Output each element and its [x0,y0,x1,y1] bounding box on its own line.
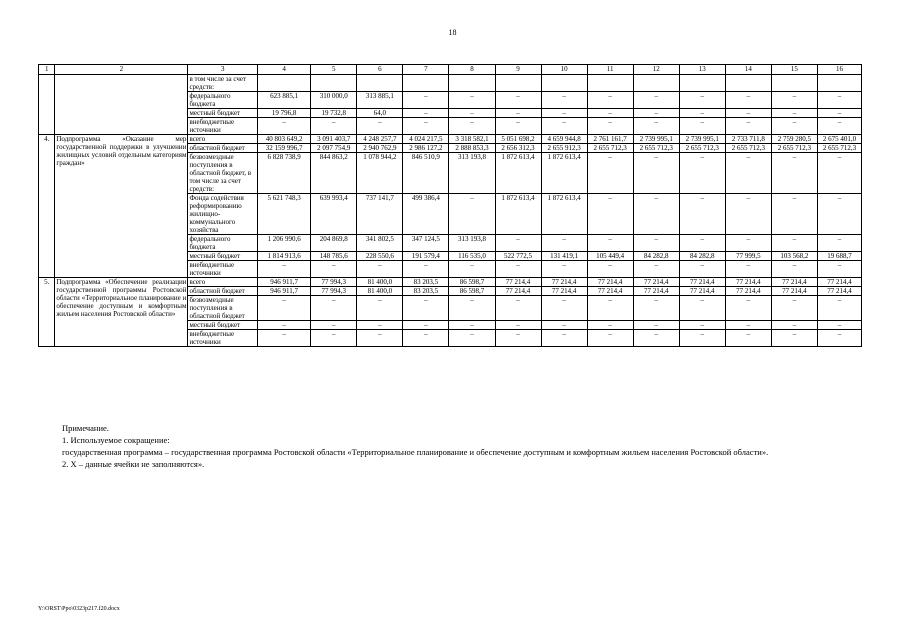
value-cell: – [725,109,771,118]
value-cell: 77 214,4 [633,287,679,296]
value-cell: 1 872 613,4 [495,194,541,235]
value-cell: – [357,321,403,330]
value-cell: – [495,330,541,347]
value-cell: – [679,321,725,330]
value-cell: 2 655 712,3 [771,144,817,153]
note-item-2: 2. Х – данные ячейки не заполняются». [62,459,205,469]
value-cell: – [495,296,541,321]
value-cell: – [633,118,679,135]
value-cell: – [541,235,587,252]
value-cell: 2 655 712,3 [679,144,725,153]
value-cell: – [633,92,679,109]
value-cell: 191 579,4 [403,252,449,261]
value-cell: 77 214,4 [541,278,587,287]
value-cell: – [817,321,861,330]
funding-source: местный бюджет [188,321,258,330]
value-cell: – [633,235,679,252]
budget-table [38,64,862,347]
value-cell: – [771,109,817,118]
value-cell: 1 814 913,6 [258,252,311,261]
value-cell: – [771,153,817,194]
value-cell: – [587,330,633,347]
value-cell: – [449,118,495,135]
value-cell: 77 994,3 [311,287,357,296]
value-cell: – [633,330,679,347]
value-cell: 2 655 712,3 [587,144,633,153]
value-cell [258,75,311,92]
value-cell: 946 911,7 [258,278,311,287]
header-row [39,65,862,75]
funding-source: внебюджетные источники [188,330,258,347]
value-cell: 347 124,5 [403,235,449,252]
table-row [39,135,862,144]
value-cell: 116 535,0 [449,252,495,261]
notes-section [38,422,862,470]
value-cell: – [679,153,725,194]
value-cell: – [258,296,311,321]
page-number: 18 [448,28,457,37]
value-cell: – [541,92,587,109]
funding-source: областной бюджет [188,144,258,153]
value-cell: – [357,261,403,278]
value-cell: – [495,235,541,252]
value-cell: – [495,92,541,109]
value-cell: 6 828 738,9 [258,153,311,194]
value-cell: – [495,118,541,135]
value-cell: – [679,261,725,278]
notes-title: Примечание. [62,423,109,433]
column-header: 8 [449,65,495,75]
value-cell: – [587,109,633,118]
table-row [39,278,862,287]
value-cell: 2 097 754,9 [311,144,357,153]
value-cell: 737 141,7 [357,194,403,235]
value-cell: 844 863,2 [311,153,357,194]
value-cell: – [633,153,679,194]
value-cell: – [679,235,725,252]
value-cell [311,75,357,92]
value-cell: 83 203,5 [403,278,449,287]
value-cell: – [587,321,633,330]
value-cell: 5 621 748,3 [258,194,311,235]
funding-source: в том числе за счет средств: [188,75,258,92]
note-item-1-text: государственная программа – государственная программа Ростовской области «Территориальное планирование и обеспечение доступным и комфортным жильем населения Ростовской области». [62,447,769,457]
value-cell: – [311,330,357,347]
value-cell: 77 214,4 [725,278,771,287]
value-cell [771,75,817,92]
column-header: 11 [587,65,633,75]
value-cell: – [541,296,587,321]
value-cell: 84 282,8 [679,252,725,261]
value-cell: – [449,194,495,235]
row-number: 4. [39,135,55,278]
value-cell: 2 986 127,2 [403,144,449,153]
column-header: 1 [39,65,55,75]
value-cell [817,75,861,92]
value-cell: 148 785,6 [311,252,357,261]
value-cell: – [357,118,403,135]
value-cell: 4 024 217,5 [403,135,449,144]
value-cell: 77 214,4 [725,287,771,296]
value-cell: – [587,118,633,135]
value-cell: – [403,118,449,135]
value-cell [679,75,725,92]
value-cell: 64,0 [357,109,403,118]
value-cell: 103 568,2 [771,252,817,261]
value-cell: 77 214,4 [587,278,633,287]
column-header: 6 [357,65,403,75]
value-cell: 2 655 712,3 [817,144,861,153]
value-cell: – [633,194,679,235]
value-cell: 846 510,9 [403,153,449,194]
value-cell: – [633,261,679,278]
value-cell: – [587,92,633,109]
value-cell: – [725,235,771,252]
note-item-1: 1. Используемое сокращение: [62,435,170,445]
value-cell: 19 732,8 [311,109,357,118]
value-cell: – [771,92,817,109]
value-cell: 77 994,3 [311,278,357,287]
value-cell: – [725,261,771,278]
column-header: 16 [817,65,861,75]
funding-source: внебюджетные источники [188,261,258,278]
value-cell: 2 739 995,1 [633,135,679,144]
value-cell: – [311,296,357,321]
funding-source: областной бюджет [188,287,258,296]
value-cell: – [725,118,771,135]
value-cell: – [725,153,771,194]
value-cell: – [403,296,449,321]
value-cell: – [403,321,449,330]
value-cell: – [449,92,495,109]
value-cell: 77 999,5 [725,252,771,261]
value-cell: 623 885,1 [258,92,311,109]
value-cell: 131 419,1 [541,252,587,261]
value-cell: – [725,92,771,109]
value-cell: 2 655 712,3 [725,144,771,153]
value-cell: – [541,109,587,118]
value-cell: 77 214,4 [495,287,541,296]
value-cell: – [357,330,403,347]
value-cell: – [817,330,861,347]
column-header: 9 [495,65,541,75]
value-cell: 77 214,4 [771,278,817,287]
value-cell: 19 796,8 [258,109,311,118]
value-cell: – [541,118,587,135]
column-header: 3 [188,65,258,75]
value-cell: – [817,92,861,109]
value-cell: – [403,261,449,278]
value-cell: – [771,296,817,321]
value-cell: – [771,118,817,135]
value-cell: – [541,330,587,347]
value-cell: – [633,109,679,118]
value-cell: – [311,261,357,278]
value-cell: 2 739 995,1 [679,135,725,144]
funding-source: местный бюджет [188,252,258,261]
value-cell: – [817,109,861,118]
value-cell: 2 733 711,8 [725,135,771,144]
value-cell: – [771,321,817,330]
value-cell: – [725,330,771,347]
value-cell: 84 282,8 [633,252,679,261]
value-cell: – [495,321,541,330]
value-cell: – [541,321,587,330]
value-cell: 81 400,0 [357,287,403,296]
value-cell: 40 803 649,2 [258,135,311,144]
value-cell: – [679,296,725,321]
value-cell: 105 449,4 [587,252,633,261]
value-cell: 228 550,6 [357,252,403,261]
value-cell [449,75,495,92]
value-cell: 2 655 712,3 [633,144,679,153]
value-cell: – [311,118,357,135]
value-cell: 2 759 280,5 [771,135,817,144]
value-cell: – [449,261,495,278]
value-cell: – [403,330,449,347]
value-cell [541,75,587,92]
row-number [39,75,55,135]
value-cell: – [403,92,449,109]
value-cell: – [771,194,817,235]
value-cell: 86 598,7 [449,278,495,287]
value-cell: 4 659 944,8 [541,135,587,144]
value-cell: 2 656 312,3 [495,144,541,153]
funding-source: Фонда содействия реформированию жилищно-коммунального хозяйства [188,194,258,235]
column-header: 15 [771,65,817,75]
value-cell [495,75,541,92]
value-cell: 341 802,5 [357,235,403,252]
file-path: Y:\ORST\Ppo\0323p217.f20.docx [38,606,120,612]
value-cell: – [587,194,633,235]
value-cell: – [495,261,541,278]
row-number: 5. [39,278,55,347]
value-cell: – [679,118,725,135]
value-cell: – [679,92,725,109]
value-cell: – [633,296,679,321]
value-cell: – [679,330,725,347]
funding-source: всего [188,278,258,287]
column-header: 7 [403,65,449,75]
value-cell: – [357,296,403,321]
value-cell: 313 193,8 [449,153,495,194]
value-cell: – [725,194,771,235]
value-cell: 2 675 401,0 [817,135,861,144]
value-cell: 313 193,8 [449,235,495,252]
value-cell: – [679,109,725,118]
value-cell: 4 248 257,7 [357,135,403,144]
value-cell: – [725,321,771,330]
value-cell: – [258,118,311,135]
value-cell: 499 386,4 [403,194,449,235]
value-cell: 77 214,4 [633,278,679,287]
value-cell: 77 214,4 [771,287,817,296]
value-cell: – [725,296,771,321]
column-header: 13 [679,65,725,75]
value-cell: 2 888 853,3 [449,144,495,153]
funding-source: федерального бюджета [188,92,258,109]
value-cell: – [817,296,861,321]
column-header: 4 [258,65,311,75]
value-cell: 77 214,4 [679,287,725,296]
value-cell: 310 000,0 [311,92,357,109]
value-cell: – [817,118,861,135]
subprogram-name [55,75,188,135]
value-cell: 81 400,0 [357,278,403,287]
value-cell: 77 214,4 [541,287,587,296]
funding-source: федерального бюджета [188,235,258,252]
funding-source: местный бюджет [188,109,258,118]
column-header: 14 [725,65,771,75]
value-cell: 2 940 762,9 [357,144,403,153]
value-cell: – [587,296,633,321]
value-cell: – [587,261,633,278]
value-cell: – [258,330,311,347]
value-cell: – [771,235,817,252]
value-cell [403,75,449,92]
value-cell: – [587,235,633,252]
value-cell: – [495,109,541,118]
value-cell: – [817,194,861,235]
value-cell: 77 214,4 [679,278,725,287]
funding-source: безвозмездные поступления в областной бюджет [188,296,258,321]
value-cell: 946 911,7 [258,287,311,296]
value-cell: 3 318 582,1 [449,135,495,144]
table-row [39,75,862,92]
value-cell [587,75,633,92]
value-cell: 639 993,4 [311,194,357,235]
value-cell: – [817,235,861,252]
value-cell: 77 214,4 [495,278,541,287]
funding-source: всего [188,135,258,144]
value-cell: 77 214,4 [817,278,861,287]
value-cell: – [633,321,679,330]
value-cell: 77 214,4 [817,287,861,296]
value-cell [357,75,403,92]
value-cell: 77 214,4 [587,287,633,296]
subprogram-name: Подпрограмма «Оказание мер государственной поддержки в улучшении жилищных условий отдельным категориям граждан» [55,135,188,278]
value-cell: – [817,153,861,194]
value-cell: 86 598,7 [449,287,495,296]
value-cell: – [449,330,495,347]
value-cell: 522 772,5 [495,252,541,261]
value-cell: – [541,261,587,278]
value-cell: – [449,109,495,118]
column-header: 12 [633,65,679,75]
value-cell: 83 203,5 [403,287,449,296]
value-cell: 19 688,7 [817,252,861,261]
value-cell [725,75,771,92]
value-cell: – [403,109,449,118]
value-cell: 2 761 161,7 [587,135,633,144]
value-cell: 313 885,1 [357,92,403,109]
value-cell: 1 078 944,2 [357,153,403,194]
value-cell: 1 206 990,6 [258,235,311,252]
value-cell: – [587,153,633,194]
value-cell: – [771,330,817,347]
value-cell: – [258,261,311,278]
value-cell: – [679,194,725,235]
value-cell: 5 051 698,2 [495,135,541,144]
value-cell: – [771,261,817,278]
funding-source: внебюджетные источники [188,118,258,135]
value-cell: 1 872 613,4 [495,153,541,194]
value-cell: – [449,321,495,330]
value-cell: 1 872 613,4 [541,194,587,235]
value-cell: – [449,296,495,321]
column-header: 5 [311,65,357,75]
value-cell: 204 869,8 [311,235,357,252]
value-cell: 3 091 403,7 [311,135,357,144]
value-cell: 32 159 996,7 [258,144,311,153]
funding-source: безвозмездные поступления в областной бюджет, в том числе за счет средств: [188,153,258,194]
value-cell: – [311,321,357,330]
value-cell: – [258,321,311,330]
value-cell: – [817,261,861,278]
subprogram-name: Подпрограмма «Обеспечение реализации государственной программы Ростовской области «Территориальное планирование и обеспечение доступным и комфортным жильем населения Ростовской области» [55,278,188,347]
column-header: 10 [541,65,587,75]
value-cell [633,75,679,92]
column-header: 2 [55,65,188,75]
value-cell: 2 655 912,3 [541,144,587,153]
value-cell: 1 872 613,4 [541,153,587,194]
